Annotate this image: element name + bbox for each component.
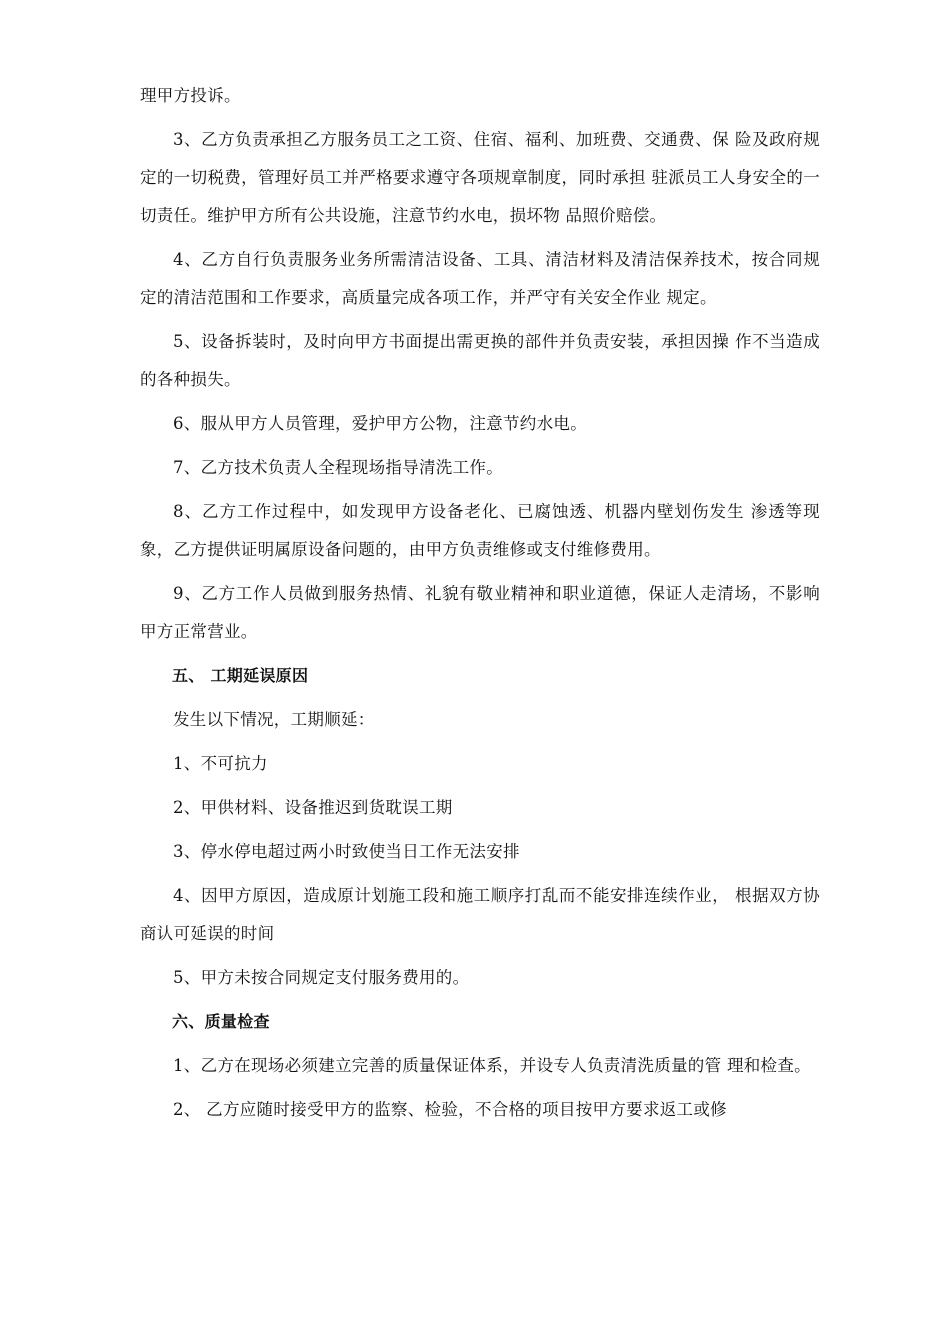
paragraph: 6、服从甲方人员管理，爱护甲方公物，注意节约水电。: [173, 414, 587, 433]
paragraph: 8、乙方工作过程中，如发现甲方设备老化、已腐蚀透、机器内壁划伤发生 渗透等现象，乙方提供证明属原设备问题的，由甲方负责维修或支付维修费用。: [140, 502, 820, 559]
section-heading: 五、 工期延误原因: [172, 666, 309, 685]
list-item: 1、不可抗力: [173, 754, 268, 773]
list-item: 4、因甲方原因，造成原计划施工段和施工顺序打乱而不能安排连续作业， 根据双方协商认可延误的时间: [140, 886, 820, 943]
paragraph: 3、乙方负责承担乙方服务员工之工资、住宿、福利、加班费、交通费、保 险及政府规定的一切税费，管理好员工并严格要求遵守各项规章制度，同时承担 驻派员工人身安全的一切责任。维护甲方所有公共设施，注意节约水电，损坏物 品照价赔偿。: [140, 130, 820, 225]
document-body: [140, 77, 820, 1129]
paragraph: 7、乙方技术负责人全程现场指导清洗工作。: [173, 458, 503, 477]
paragraph: 理甲方投诉。: [140, 86, 241, 105]
section-heading: 六、质量检查: [172, 1012, 270, 1031]
paragraph: 9、乙方工作人员做到服务热情、礼貌有敬业精神和职业道德，保证人走清场，不影响甲方正常营业。: [140, 584, 820, 641]
paragraph: 4、乙方自行负责服务业务所需清洁设备、工具、清洁材料及清洁保养技术，按合同规定的清洁范围和工作要求，高质量完成各项工作，并严守有关安全作业 规定。: [140, 250, 820, 307]
paragraph: 1、乙方在现场必须建立完善的质量保证体系，并设专人负责清洗质量的管 理和检查。: [173, 1056, 811, 1075]
list-item: 3、停水停电超过两小时致使当日工作无法安排: [173, 842, 520, 861]
list-item: 5、甲方未按合同规定支付服务费用的。: [173, 968, 470, 987]
paragraph: 2、 乙方应随时接受甲方的监察、检验，不合格的项目按甲方要求返工或修: [173, 1100, 727, 1119]
paragraph: 5、设备拆装时，及时向甲方书面提出需更换的部件并负责安装，承担因操 作不当造成的各种损失。: [140, 332, 820, 389]
list-item: 2、甲供材料、设备推迟到货耽误工期: [173, 798, 453, 817]
paragraph: 发生以下情况，工期顺延：: [173, 710, 375, 729]
